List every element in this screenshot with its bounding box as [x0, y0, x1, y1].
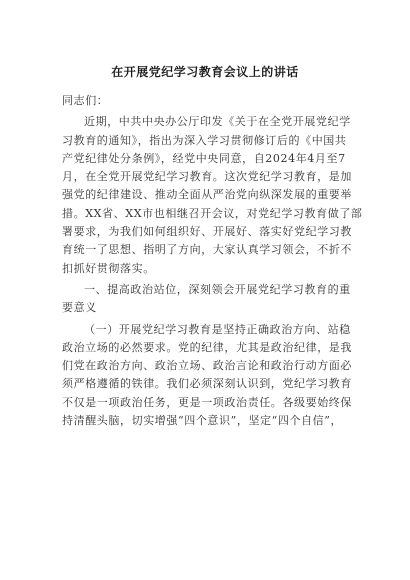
document-body: [62, 92, 384, 430]
text-line: 署要求，为我们如何组织好、开展好、落实好党纪学习教: [62, 225, 352, 239]
paragraph-section-1-1: [62, 321, 384, 431]
text-line: 政治立场的必然要求。党的纪律，尤其是政治纪律，是我: [62, 340, 352, 354]
text-line: 持清醒头脑，切实增强“四个意识”，坚定“四个自信”，: [62, 414, 343, 428]
salutation: 同志们：: [62, 94, 109, 107]
text-line: 们党在政治方向、政治立场、政治言论和政治行动方面必: [62, 359, 352, 373]
section-heading-1: [62, 281, 384, 318]
text-line: 习教育的通知》，指出为深入学习贯彻修订后的《中国共: [62, 133, 347, 147]
text-line: 月，在全党开展党纪学习教育。这次党纪学习教育，是加: [62, 170, 352, 184]
text-line: 强党的纪律建设、推动全面从严治党向纵深发展的重要举: [62, 188, 352, 202]
text-line: 措。XX省、XX市也相继召开会议，对党纪学习教育做了部: [62, 206, 363, 220]
document-title: 在开展党纪学习教育会议上的讲话: [111, 65, 299, 79]
paragraph-intro: [62, 113, 384, 278]
text-line: 扣抓好贯彻落实。: [62, 261, 155, 275]
text-line: （一）开展党纪学习教育是坚持正确政治方向、站稳: [84, 322, 351, 336]
text-line: 近期，中共中央办公厅印发《关于在全党开展党纪学: [84, 115, 351, 129]
text-line: 不仅是一项政治任务，更是一项政治责任。各级要始终保: [62, 395, 352, 409]
text-line: 须严格遵循的铁律。我们必须深刻认识到，党纪学习教育: [62, 377, 352, 391]
heading-line: 要意义: [62, 301, 97, 315]
text-line: 产党纪律处分条例》，经党中央同意，自2024年4月至7: [62, 151, 346, 165]
heading-line: 一、提高政治站位，深刻领会开展党纪学习教育的重: [84, 282, 351, 296]
text-line: 育统一了思想、指明了方向，大家认真学习领会，不折不: [62, 243, 352, 257]
